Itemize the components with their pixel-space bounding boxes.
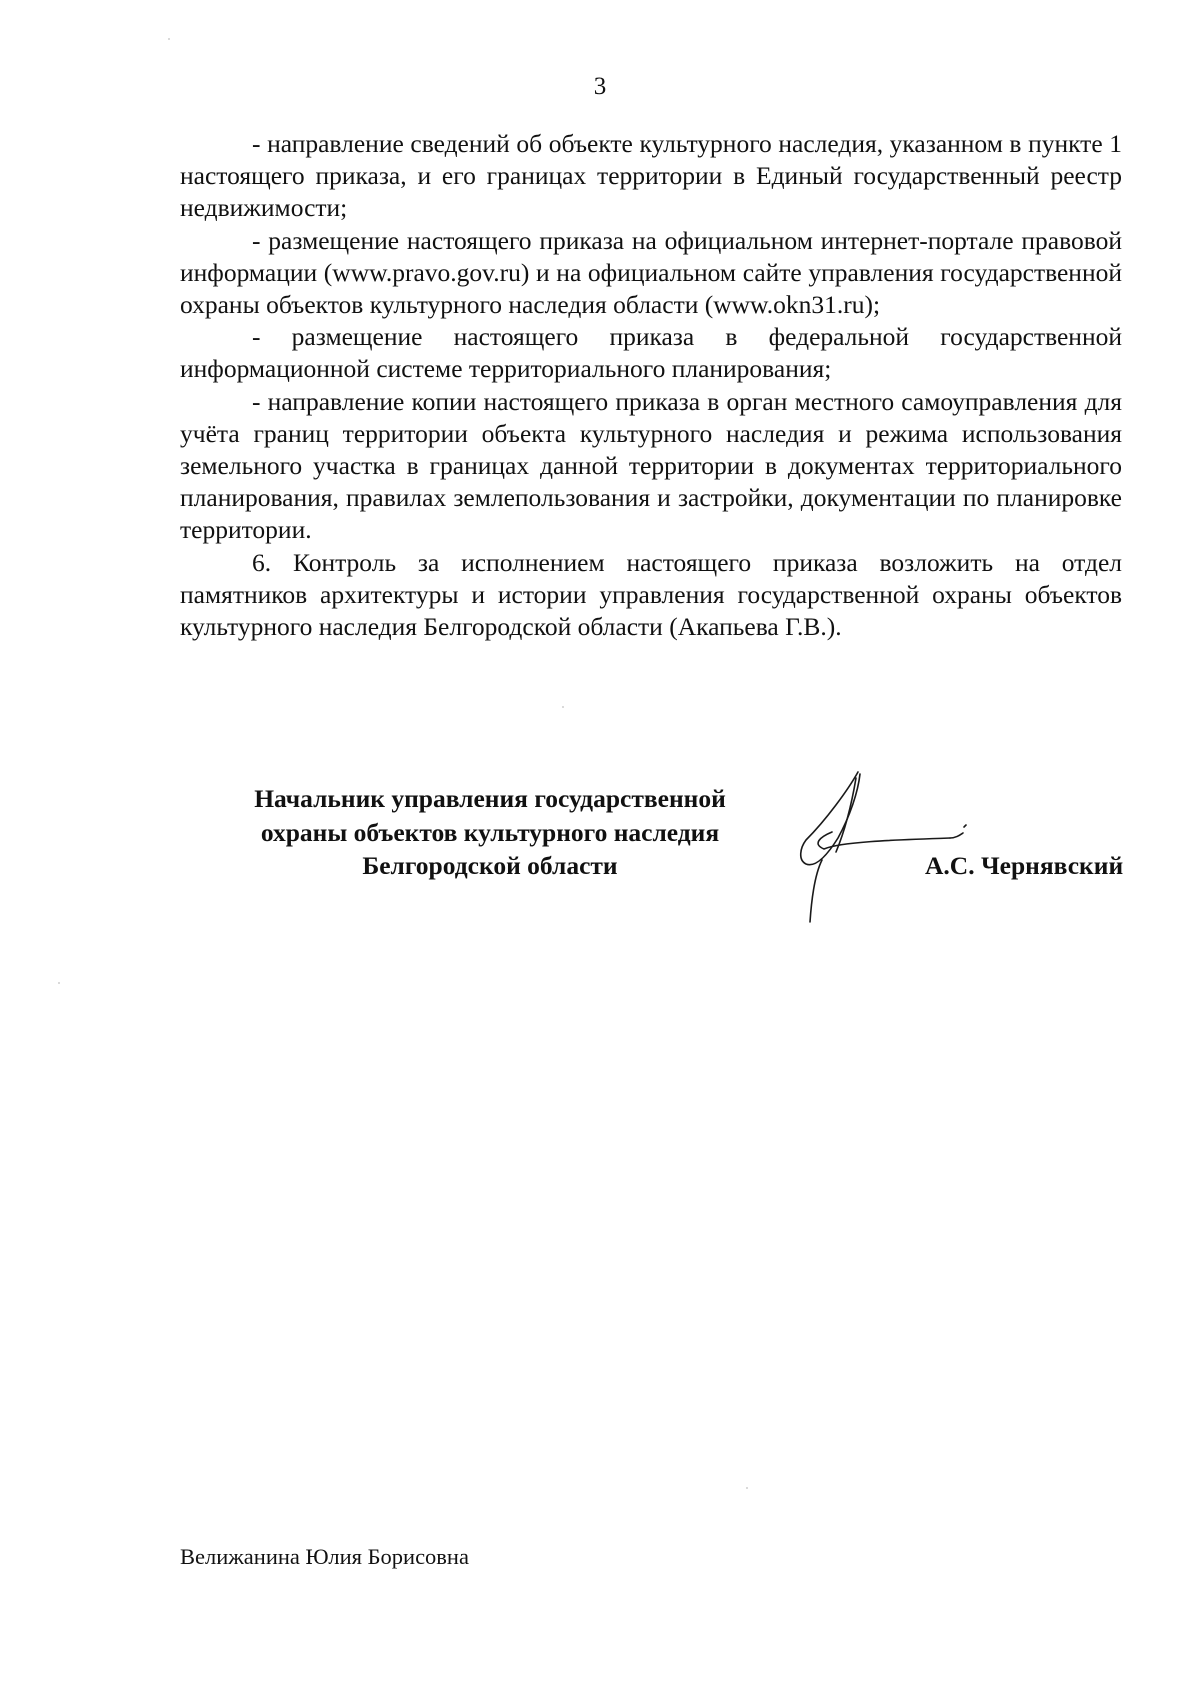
signatory-position-line: Белгородской области bbox=[362, 851, 618, 880]
scan-speck bbox=[562, 706, 564, 708]
paragraph-local-government-copy: - направление копии настоящего приказа в орган местного самоуправления для учёта границ территории объекта культурного наследия и режима использования земельного участка в границах данной территории в документах территориального планирования, правилах землепользования и застройки, документации по планировке территории. bbox=[180, 386, 1122, 545]
scan-speck bbox=[58, 982, 60, 984]
handwritten-signature bbox=[760, 712, 990, 942]
executor-name: Велижанина Юлия Борисовна bbox=[180, 1544, 469, 1569]
paragraph-fgis-placement: - размещение настоящего приказа в федеральной государственной информационной системе территориального планирования; bbox=[180, 322, 1122, 384]
signatory-name: А.С. Чернявский bbox=[925, 851, 1124, 880]
scan-speck bbox=[746, 1487, 748, 1489]
paragraph-egrn-submission: - направление сведений об объекте культурного наследия, указанном в пункте 1 настоящего приказа, и его границах территории в Единый государственный реестр недвижимости; bbox=[180, 129, 1122, 223]
signatory-position-line: Начальник управления государственной bbox=[254, 784, 726, 813]
scan-speck bbox=[168, 38, 170, 40]
signatory-position bbox=[215, 782, 765, 883]
page-number: 3 bbox=[593, 73, 607, 100]
signatory-position-line: охраны объектов культурного наследия bbox=[260, 817, 720, 847]
paragraph-control-clause: 6. Контроль за исполнением настоящего приказа возложить на отдел памятников архитектуры и истории управления государственной охраны объектов культурного наследия Белгородской области (Акапьева Г.В.). bbox=[180, 547, 1122, 642]
document-body bbox=[180, 128, 1122, 643]
paragraph-publication-portal: - размещение настоящего приказа на официальном интернет-портале правовой информации (www.pravo.gov.ru) и на официальном сайте управления государственной охраны объектов культурного наследия области (www.okn31.ru); bbox=[180, 225, 1122, 320]
